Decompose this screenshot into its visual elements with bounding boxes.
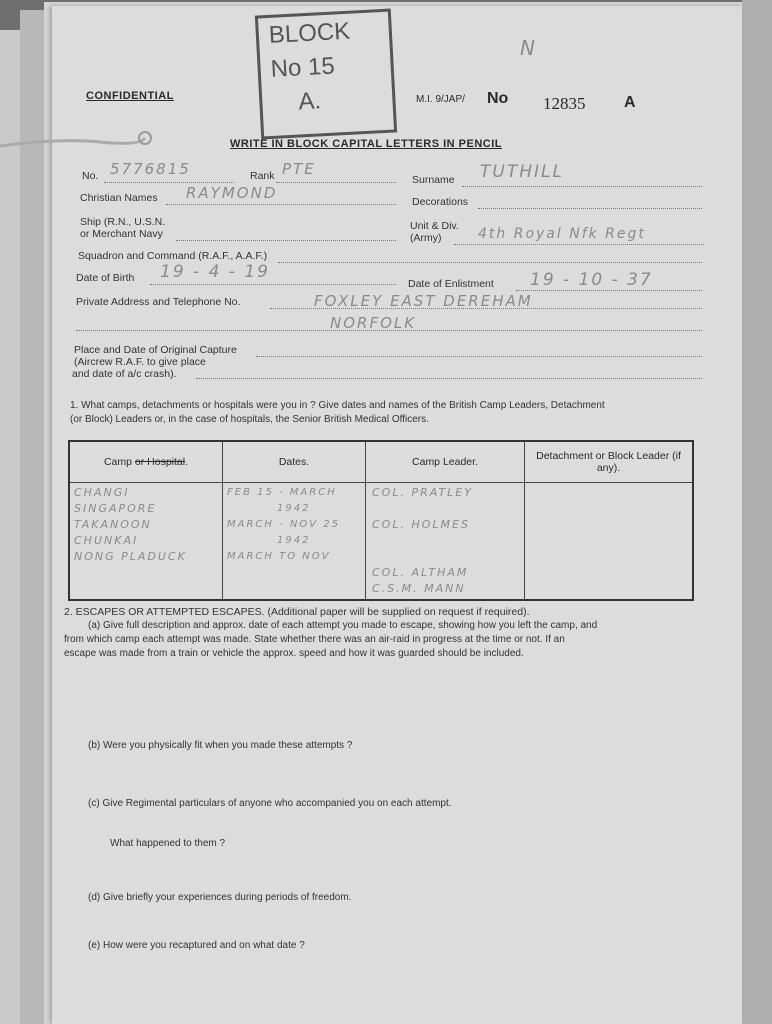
camp-cell: TAKANOON <box>74 518 152 531</box>
leader-cell: COL. HOLMES <box>372 518 470 531</box>
decorations-label: Decorations <box>412 196 469 208</box>
block-stamp <box>255 9 397 140</box>
unit-value: 4th Royal Nfk Regt <box>478 226 646 242</box>
camp-cell: NONG PLADUCK <box>74 550 187 563</box>
dates-cell: FEB 15 - MARCH <box>227 487 337 498</box>
surname-value: TUTHILL <box>480 162 564 182</box>
form-suffix: A <box>624 94 636 111</box>
dates-cell: 1942 <box>277 503 311 514</box>
question-2c: (c) Give Regimental particulars of anyone who accompanied you on each attempt. <box>88 798 452 809</box>
unit-label-2: (Army) <box>410 232 442 244</box>
no-label: No. <box>82 170 99 182</box>
camp-cell: SINGAPORE <box>74 502 157 515</box>
rank-value: PTE <box>282 160 316 178</box>
question-2-title: 2. ESCAPES OR ATTEMPTED ESCAPES. (Additional paper will be supplied on request if required). <box>64 606 530 618</box>
capture-label-3: and date of a/c crash). <box>72 368 177 380</box>
dob-value: 19 - 4 - 19 <box>160 262 270 282</box>
christian-names-label: Christian Names <box>80 192 158 204</box>
right-page-edge <box>742 0 772 1024</box>
enlistment-label: Date of Enlistment <box>408 278 494 290</box>
address-value-2: NORFOLK <box>330 314 417 332</box>
stamp-line-2: No 15 <box>269 52 336 83</box>
question-2a-line-3: escape was made from a train or vehicle the approx. speed and how it was guarded should be included. <box>64 648 524 659</box>
instruction-heading: WRITE IN BLOCK CAPITAL LETTERS IN PENCIL <box>230 138 502 150</box>
form-number: 12835 <box>543 94 586 113</box>
ship-label-2: or Merchant Navy <box>80 228 163 240</box>
stamp-line-1: BLOCK <box>268 17 351 49</box>
question-2a-line-2: from which camp each attempt was made. State whether there was an air-raid in progress at the time or not. If an <box>64 634 565 645</box>
leader-cell: COL. ALTHAM <box>372 566 469 579</box>
enlistment-value: 19 - 10 - 37 <box>530 270 653 290</box>
unit-label-1: Unit & Div. <box>410 220 459 232</box>
camp-cell: CHUNKAI <box>74 534 139 547</box>
dates-cell: MARCH TO NOV <box>227 551 331 562</box>
capture-label-1: Place and Date of Original Capture <box>74 344 237 356</box>
squadron-label: Squadron and Command (R.A.F., A.A.F.) <box>78 250 268 262</box>
surname-label: Surname <box>412 174 455 186</box>
stamp-line-3: A. <box>297 87 322 116</box>
address-value-1: FOXLEY EAST DEREHAM <box>314 292 533 310</box>
col-block-header: Detachment or Block Leader (if any). <box>525 441 694 483</box>
block-leader-cell <box>525 483 694 601</box>
handwritten-mark: N <box>520 36 537 60</box>
camps-table <box>68 440 694 601</box>
christian-names-value: RAYMOND <box>186 184 278 202</box>
camp-cell: CHANGI <box>74 486 130 499</box>
address-label: Private Address and Telephone No. <box>76 296 241 308</box>
ship-label-1: Ship (R.N., U.S.N. <box>80 216 166 228</box>
leader-cell: COL. PRATLEY <box>372 486 473 499</box>
form-reference: M.I. 9/JAP/ <box>416 94 465 105</box>
question-2d: (d) Give briefly your experiences during periods of freedom. <box>88 892 352 903</box>
rank-label: Rank <box>250 170 275 182</box>
leader-cell: C.S.M. MANN <box>372 582 466 595</box>
classification-label: CONFIDENTIAL <box>86 90 174 102</box>
question-2b: (b) Were you physically fit when you made these attempts ? <box>88 740 353 751</box>
question-2e: (e) How were you recaptured and on what date ? <box>88 940 305 951</box>
dates-cell: MARCH - NOV 25 <box>227 519 340 530</box>
dob-label: Date of Birth <box>76 272 135 284</box>
col-dates-header: Dates. <box>223 441 366 483</box>
question-1-line-1: 1. What camps, detachments or hospitals were you in ? Give dates and names of the British Camp Leaders, Detachment <box>70 400 605 411</box>
no-value: 5776815 <box>110 160 191 178</box>
col-camp-header: Camp or Hospital. <box>69 441 223 483</box>
col-leader-header: Camp Leader. <box>366 441 525 483</box>
question-2c-followup: What happened to them ? <box>110 838 226 849</box>
question-1-line-2: (or Block) Leaders or, in the case of hospitals, the Senior British Medical Officers. <box>70 414 429 425</box>
number-label: No <box>487 90 509 107</box>
question-2a-line-1: (a) Give full description and approx. date of each attempt you made to escape, showing how you left the camp, and <box>88 620 598 631</box>
dates-cell: 1942 <box>277 535 311 546</box>
binding-string <box>0 124 160 154</box>
capture-label-2: (Aircrew R.A.F. to give place <box>74 356 206 368</box>
